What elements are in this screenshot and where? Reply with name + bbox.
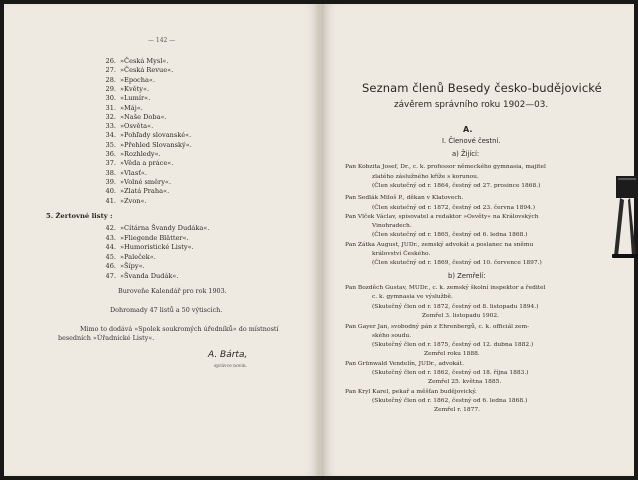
list-item — [92, 131, 191, 140]
member-text-line: (Skutečný člen od r. 1862, čestný od 6. ledna 1868.) — [372, 398, 528, 404]
list-item — [92, 243, 194, 252]
list-item-title: »Osvěta«. — [120, 122, 154, 131]
list-item-title: »Rozhledy«. — [120, 150, 161, 158]
list-item — [92, 76, 155, 85]
list-item-title: »Cítárna Švandy Dudáka«. — [120, 224, 210, 232]
list-item-title: »Máj«. — [120, 103, 143, 112]
list-item-title: »Vlasť«. — [120, 168, 147, 177]
member-text-line: (Člen skutečný od r. 1872, čestný od 23. června 1894.) — [372, 205, 536, 211]
member-text-line: (Skutečný člen od r. 1872, čestný od 8. listopadu 1894.) — [372, 304, 539, 310]
list-item-title: »Šípy«. — [120, 262, 145, 271]
member-text-line: království Českého. — [372, 251, 431, 257]
page-subtitle: závěrem správního roku 1902—03. — [394, 100, 549, 110]
deceased-members-heading: b) Zemřelí: — [448, 272, 486, 280]
list-item — [92, 169, 147, 178]
list-item — [92, 113, 167, 122]
list-item — [92, 66, 173, 75]
member-text-line: Pan Vlček Václav, spisovatel a redaktor »Osvěty« na Královských — [345, 214, 539, 220]
member-text-line: Zemřel roku 1888. — [424, 351, 480, 357]
list-item — [92, 253, 156, 262]
list-item-number: 36. — [105, 150, 116, 158]
member-text-line: (Člen skutečný od r. 1864, čestný od 27. prosince 1868.) — [372, 183, 541, 189]
list-item-title: »Přehled Slovanský«. — [120, 140, 192, 149]
list-item — [92, 262, 145, 271]
extra-note-line-1: Mimo to dodává »Spolek soukromých úředníků« do místností — [80, 325, 279, 333]
list-item — [92, 272, 179, 281]
living-members-heading: a) Žijící: — [452, 150, 480, 158]
member-text-line: Pan Kryl Karel, pekař a měšťan budějovický. — [345, 389, 477, 395]
member-text-line: Pan Grünwald Vendelín, JUDr., advokát. — [345, 361, 464, 367]
list-item — [92, 122, 153, 131]
member-text-line: Zemřel r. 1877. — [434, 407, 480, 413]
list-item-number: 39. — [105, 177, 116, 186]
extra-note-line-2: besedních »Úřadnické Listy«. — [58, 334, 155, 342]
list-item-title: »Lumír«. — [120, 94, 151, 103]
signature-subtitle: správce novin. — [214, 364, 248, 369]
list-item-number: 46. — [105, 262, 116, 271]
total-note: Dohromady 47 listů a 50 výtiscích. — [110, 306, 223, 314]
list-item-number: 26. — [105, 57, 116, 65]
member-text-line: Zemřel 3. listopadu 1902. — [422, 313, 500, 319]
list-item-title: »Volné směry«. — [120, 177, 172, 186]
list-item — [92, 57, 169, 66]
member-text-line: Zemřel 25. května 1885. — [428, 379, 502, 385]
member-text-line: ského soudu. — [372, 333, 412, 339]
list-item-title: »Humoristické Listy«. — [120, 243, 194, 252]
list-item-number: 43. — [105, 233, 116, 242]
honorary-members-heading: I. Členové čestní. — [442, 137, 501, 145]
list-item-title: »Česká Revue«. — [120, 66, 174, 75]
list-item-title: »Naše Doba«. — [120, 112, 167, 121]
list-item-number: 34. — [105, 131, 116, 140]
list-item-title: »Zlatá Praha«. — [120, 187, 170, 196]
list-item-number: 45. — [105, 252, 116, 261]
list-item-title: »Paleček«. — [120, 252, 156, 261]
member-text-line: (Člen skutečný od r. 1865, čestný od 6. ledna 1868.) — [372, 232, 528, 238]
list-item-title: »Fliegende Blätter«. — [120, 233, 189, 242]
list-item-number: 40. — [105, 187, 116, 196]
list-item-title: »Pohľady slovanské«. — [120, 131, 192, 140]
section-a-heading: A. — [463, 125, 473, 134]
list-item-number: 27. — [105, 66, 116, 75]
member-text-line: Pan Gayer Jan, svobodný pán z Ehrenbergů, c. k. officiál zem- — [345, 324, 530, 330]
member-text-line: Pan Sedlák Miloš P., děkan v Klatovech. — [345, 195, 464, 201]
member-text-line: c. k. gymnasia ve výslužbě. — [372, 294, 453, 300]
member-text-line: (Skutečný člen od r. 1875, čestný od 12. dubna 1882.) — [372, 342, 534, 348]
member-text-line: Pan Zátka August, JUDr., zemský advokát a poslanec na sněmu — [345, 242, 534, 248]
list-item — [92, 104, 143, 113]
list-item-number: 37. — [105, 159, 116, 168]
calendar-note: Buroveňe Kalendář pro rok 1903. — [118, 287, 227, 295]
list-item — [92, 159, 173, 168]
list-item — [92, 224, 209, 233]
member-text-line: (Skutečný člen od r. 1862, čestný od 18. října 1883.) — [372, 370, 529, 376]
list-item-number: 38. — [105, 168, 116, 177]
list-item-number: 29. — [105, 84, 116, 93]
list-item-number: 47. — [105, 272, 116, 280]
list-item — [92, 94, 150, 103]
binder-clip-icon — [610, 170, 638, 260]
list-item-number: 35. — [105, 140, 116, 149]
list-item — [92, 141, 192, 150]
signature: A. Bárta, — [208, 350, 248, 360]
list-item-number: 41. — [105, 196, 116, 205]
list-item-title: »Švanda Dudák«. — [120, 272, 179, 280]
right-page — [322, 4, 634, 476]
list-item-number: 42. — [105, 224, 116, 232]
list-item-number: 44. — [105, 243, 116, 252]
member-text-line: zlatého záslužného kříže s korunou. — [372, 174, 479, 180]
member-text-line: (Člen skutečný od r. 1869, čestný od 10. července 1897.) — [372, 260, 542, 266]
list-item — [92, 234, 189, 243]
member-text-line: Pan Kobzita Josef, Dr., c. k. professor německého gymnasia, majitel — [345, 164, 546, 170]
list-item — [92, 178, 171, 187]
list-item-title: »Květy«. — [120, 84, 150, 93]
member-text-line: Pan Bozděch Gustav, MUDr., c. k. zemský školní inspektor a ředitel — [345, 285, 546, 291]
member-text-line: Vinohradech. — [372, 223, 412, 229]
list-item-title: »Věda a práce«. — [120, 159, 174, 168]
list-item-number: 30. — [105, 94, 116, 103]
list-item-title: »Epocha«. — [120, 75, 156, 84]
section-5-title: 5. Žertovné listy : — [46, 212, 113, 220]
page-number: — 142 — — [148, 37, 176, 44]
list-item — [92, 197, 147, 206]
list-item-title: »Zvon«. — [120, 196, 147, 205]
list-item-title: »Česká Mysl«. — [120, 57, 169, 65]
list-item-number: 32. — [105, 112, 116, 121]
list-item — [92, 187, 169, 196]
list-item-number: 31. — [105, 103, 116, 112]
list-item-number: 33. — [105, 122, 116, 131]
page-title: Seznam členů Besedy česko-budějovické — [362, 81, 602, 95]
list-item-number: 28. — [105, 75, 116, 84]
list-item — [92, 85, 149, 94]
list-item — [92, 150, 161, 159]
